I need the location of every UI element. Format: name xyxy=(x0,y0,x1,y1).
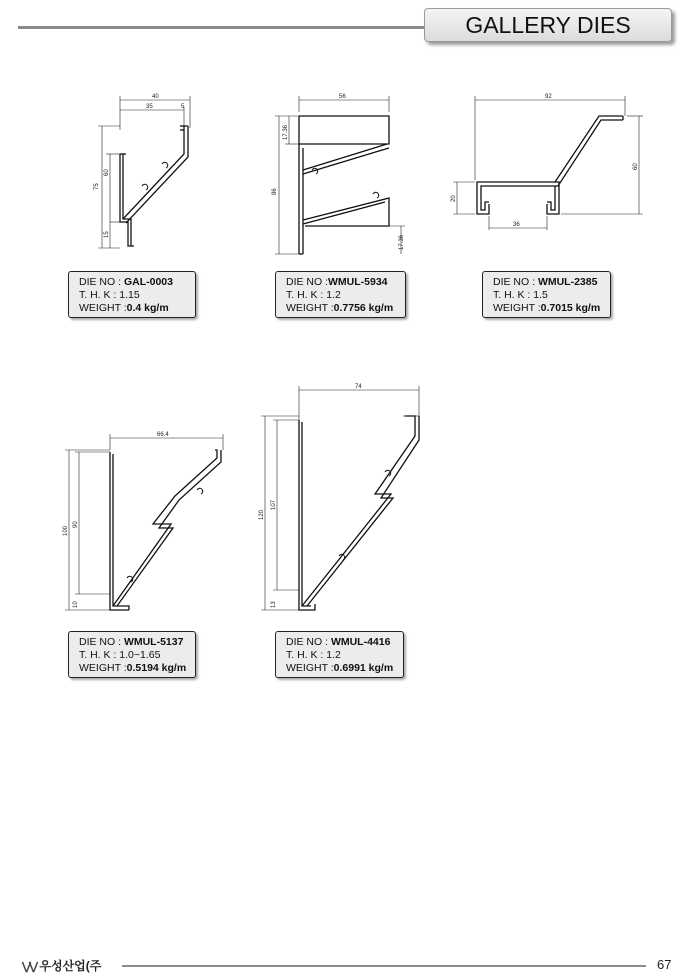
thickness-row xyxy=(286,289,405,302)
thickness-label: T. H. K : xyxy=(79,649,117,661)
die-number: WMUL-2385 xyxy=(537,276,598,288)
thickness-label: T. H. K : xyxy=(286,649,324,661)
die-number: WMUL-5934 xyxy=(328,276,388,288)
weight-value: 0.7756 kg/m xyxy=(333,302,394,314)
dim-label: 90 xyxy=(73,521,79,528)
header-rule xyxy=(18,26,428,29)
weight-label: WEIGHT : xyxy=(286,662,334,674)
thickness-value: 1.5 xyxy=(533,289,548,301)
dim-label: 17.36 xyxy=(399,234,405,250)
die-number-label: DIE NO : xyxy=(286,636,329,648)
thickness-value: 1.2 xyxy=(326,649,341,661)
thickness-label: T. H. K : xyxy=(286,289,324,301)
thickness-label: T. H. K : xyxy=(493,289,531,301)
profile-drawing-wmul-4416 xyxy=(255,380,430,615)
logo-mark-icon: ⋁⋁ xyxy=(22,961,37,973)
dim-label: 13 xyxy=(271,601,277,608)
thickness-value: 1.2 xyxy=(326,289,341,301)
die-info-box xyxy=(482,271,611,318)
page-title: GALLERY DIES xyxy=(424,8,672,42)
dim-label: 40 xyxy=(152,94,159,100)
die-number-row xyxy=(286,276,405,289)
thickness-value: 1.0~1.65 xyxy=(119,649,161,661)
dim-label: 35 xyxy=(146,104,153,110)
weight-label: WEIGHT : xyxy=(286,302,334,314)
weight-row xyxy=(286,662,403,675)
die-number: GAL-0003 xyxy=(123,276,173,288)
page-number: 67 xyxy=(657,957,672,972)
die-info-box xyxy=(275,631,404,678)
weight-row xyxy=(79,302,195,315)
dim-label: 75 xyxy=(94,183,100,190)
dim-label: 120 xyxy=(259,509,265,520)
company-logo xyxy=(22,957,101,974)
profile-drawing-wmul-5137 xyxy=(55,430,230,615)
weight-label: WEIGHT : xyxy=(79,302,127,314)
dim-label: 56 xyxy=(339,94,346,100)
weight-value: 0.5194 kg/m xyxy=(126,662,187,674)
thickness-value: 1.15 xyxy=(119,289,140,301)
dim-label: 107 xyxy=(271,499,277,510)
die-number: WMUL-5137 xyxy=(123,636,184,648)
weight-value: 0.6991 kg/m xyxy=(333,662,394,674)
profile-drawing-gal-0003 xyxy=(80,90,200,260)
weight-label: WEIGHT : xyxy=(79,662,127,674)
die-number-label: DIE NO : xyxy=(493,276,536,288)
die-number: WMUL-4416 xyxy=(330,636,391,648)
dim-label: 60 xyxy=(633,163,639,170)
die-number-row xyxy=(79,276,195,289)
dim-label: 10 xyxy=(73,601,79,608)
die-number-label: DIE NO : xyxy=(286,276,329,288)
weight-value: 0.7015 kg/m xyxy=(540,302,601,314)
die-number-row xyxy=(493,276,610,289)
die-number-row xyxy=(79,636,195,649)
thickness-row xyxy=(286,649,403,662)
thickness-row xyxy=(79,649,195,662)
die-number-row xyxy=(286,636,403,649)
profile-drawing-wmul-2385 xyxy=(445,90,645,240)
thickness-label: T. H. K : xyxy=(79,289,117,301)
weight-value: 0.4 kg/m xyxy=(126,302,169,314)
die-info-box xyxy=(68,271,196,318)
weight-row xyxy=(79,662,195,675)
dim-label: 74 xyxy=(355,384,362,390)
dim-label: 17.36 xyxy=(283,124,289,140)
die-number-label: DIE NO : xyxy=(79,636,122,648)
weight-row xyxy=(286,302,405,315)
dim-label: 15 xyxy=(104,231,110,238)
dim-label: 66.4 xyxy=(157,432,169,438)
thickness-row xyxy=(79,289,195,302)
dim-label: 60 xyxy=(104,169,110,176)
dim-label: 5 xyxy=(181,104,185,110)
dim-label: 86 xyxy=(272,188,278,195)
die-info-box xyxy=(275,271,406,318)
die-number-label: DIE NO : xyxy=(79,276,122,288)
weight-row xyxy=(493,302,610,315)
die-info-box xyxy=(68,631,196,678)
dim-label: 20 xyxy=(451,195,457,202)
profile-drawing-wmul-5934 xyxy=(265,90,415,260)
weight-label: WEIGHT : xyxy=(493,302,541,314)
dim-label: 92 xyxy=(545,94,552,100)
dim-label: 100 xyxy=(63,525,69,536)
footer-rule xyxy=(122,965,646,967)
company-name: 우성산업(주 xyxy=(39,959,102,973)
dim-label: 36 xyxy=(513,222,520,228)
thickness-row xyxy=(493,289,610,302)
